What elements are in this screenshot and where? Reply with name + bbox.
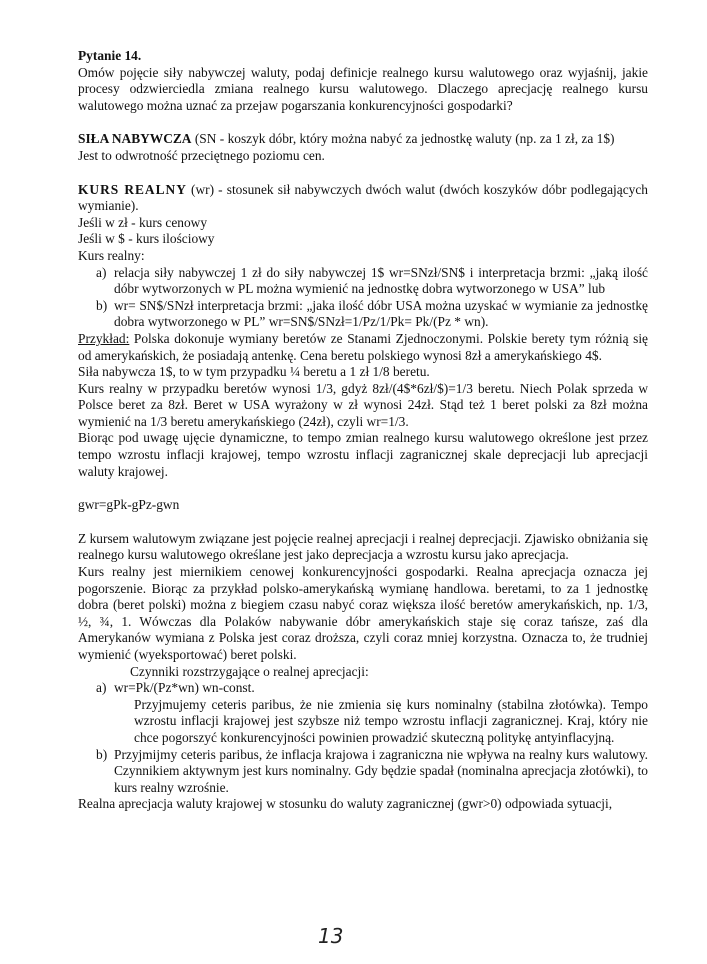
example-line4: Biorąc pod uwagę ujęcie dynamiczne, to tempo zmian realnego kursu walutowego określone jest przez tempo wzrostu inflacji krajowej, tempo wzrostu inflacji zagranicznej skale deprecjacji lub aprecjacji waluty krajowej.	[78, 430, 648, 479]
example-text: Polska dokonuje wymiany beretów ze Stanami Zjednoczonymi. Polskie berety tym różnią się od amerykańskich, że posiadają antenkę. Cena beretu polskiego wynosi 8zł a amerykańskiego 4$.	[78, 330, 648, 363]
example-line3: Kurs realny w przypadku beretów wynosi 1/3, gdyż 8zł/(4$*6zł/$)=1/3 beretu. Niech Polak sprzeda w Polsce beret za 8zł. Beret w USA wyrażony w zł wynosi 24zł. Stąd też 1 beret polski za 8zł można wymienić na 1/3 beretu amerykańskiego (24zł), czyli wr=1/3.	[78, 380, 648, 429]
example-paragraph	[78, 331, 648, 364]
question-title: Pytanie 14.	[78, 48, 142, 63]
kurs-item-b	[78, 298, 648, 331]
apprec-item-a-text: Przyjmujemy ceteris paribus, że nie zmienia się kurs nominalny (stabilna złotówka). Tempo wzrostu inflacji krajowej jest szybsze niż tempo wzrostu inflacji zagranicznej. Kraj, który nie chce pogorszyć konkurencyjności powinien prowadzić skuteczną politykę antyinflacyjną.	[134, 696, 648, 745]
question-text: Omów pojęcie siły nabywczej waluty, podaj definicje realnego kursu walutowego oraz wyjaśnij, jakie procesy odzwierciedla zmiana realnego kursu walutowego. Dlaczego aprecjację realnego kursu walutowego można uznać za przejaw pogarszania konkurencyjności gospodarki?	[78, 64, 648, 113]
kurs-line-kr: Kurs realny:	[78, 247, 145, 263]
example-line2: Siła nabywcza 1$, to w tym przypadku ¼ beretu a 1 zł 1/8 beretu.	[78, 364, 430, 380]
apprec-paragraph-2: Kurs realny jest miernikiem cenowej konkurencyjności gospodarki. Realna aprecjacja oznacza jej pogorszenie. Biorąc za przykład polsko-amerykańską wymianę handlowa. beretami, to za 1 jednostkę dobra (beret polski) można z biegiem czasu nabyć coraz większa ilość beretów amerykańskich, np. 1/3, ½, ¾, 1. Wówczas dla Polaków nabywanie dóbr amerykańskich staje się coraz tańsze, zaś dla Amerykanów wymiana z Polska jest coraz droższa, czyli coraz mniej korzystna. Oznacza to, że trudniej wymienić (wyeksportować) beret polski.	[78, 564, 648, 662]
example-label: Przykład:	[78, 330, 130, 346]
kurs-text: - stosunek sił nabywczych dwóch walut (dwóch koszyków dóbr podlegających wymianie).	[78, 181, 648, 214]
kurs-item-a	[78, 265, 648, 298]
kurs-line-zl: Jeśli w zł - kurs cenowy	[78, 214, 208, 230]
sila-line2: Jest to odwrotność przeciętnego poziomu cen.	[78, 147, 325, 163]
kurs-paragraph	[78, 182, 648, 215]
apprec-last-line: Realna aprecjacja waluty krajowej w stosunku do waluty zagranicznej (gwr>0) odpowiada sytuacji,	[78, 796, 613, 812]
apprec-item-b	[78, 747, 648, 797]
item-label: a)	[96, 264, 107, 280]
kurs-term: KURS REALNY	[78, 181, 187, 197]
sila-text: (SN - koszyk dóbr, który można nabyć za jednostkę waluty (np. za 1 zł, za 1$)	[191, 131, 615, 147]
item-formula: wr=Pk/(Pz*wn) wn-const.	[114, 680, 255, 696]
item-text: relacja siły nabywczej 1 zł do siły nabywczej 1$ wr=SNzł/SN$ i interpretacja brzmi: „jaką ilość dóbr wytworzonych w PL można wymienić na jednostkę dobra wytworzonego w USA” lub	[114, 264, 648, 297]
kurs-term-suffix: (wr)	[186, 181, 215, 197]
page-number: 13	[318, 924, 344, 948]
apprec-paragraph-1: Z kursem walutowym związane jest pojęcie realnej aprecjacji i realnej deprecjacji. Zjawisko obniżania się realnego kursu walutowego określane jest jako deprecjacja a wzrostu kursu jako aprecjacja.	[78, 530, 648, 563]
item-label: a)	[96, 680, 107, 696]
kurs-line-usd: Jeśli w $ - kurs ilościowy	[78, 231, 215, 247]
item-label: b)	[96, 746, 108, 762]
item-text: wr= SN$/SNzł interpretacja brzmi: „jaka ilość dóbr USA można uzyskać w wymianie za jednostkę dobra wytworzonego w PL” wr=SN$/SNzł=1/Pz/1/Pk= Pk/(Pz * wn).	[114, 297, 648, 330]
item-label: b)	[96, 297, 108, 313]
sila-paragraph	[78, 131, 648, 148]
sila-term: SIŁA NABYWCZA	[78, 131, 192, 147]
item-text: Przyjmijmy ceteris paribus, że inflacja krajowa i zagraniczna nie wpływa na realny kurs walutowy. Czynnikiem aktywnym jest kurs nominalny. Gdy będzie spadał (nominalna aprecjacja złotówki), to kurs realny wzrośnie.	[114, 746, 648, 795]
apprec-item-a	[78, 680, 648, 697]
document-page	[78, 48, 648, 813]
growth-formula: gwr=gPk-gPz-gwn	[78, 497, 180, 513]
czynniki-heading: Czynniki rozstrzygające o realnej aprecjacji:	[130, 663, 369, 679]
